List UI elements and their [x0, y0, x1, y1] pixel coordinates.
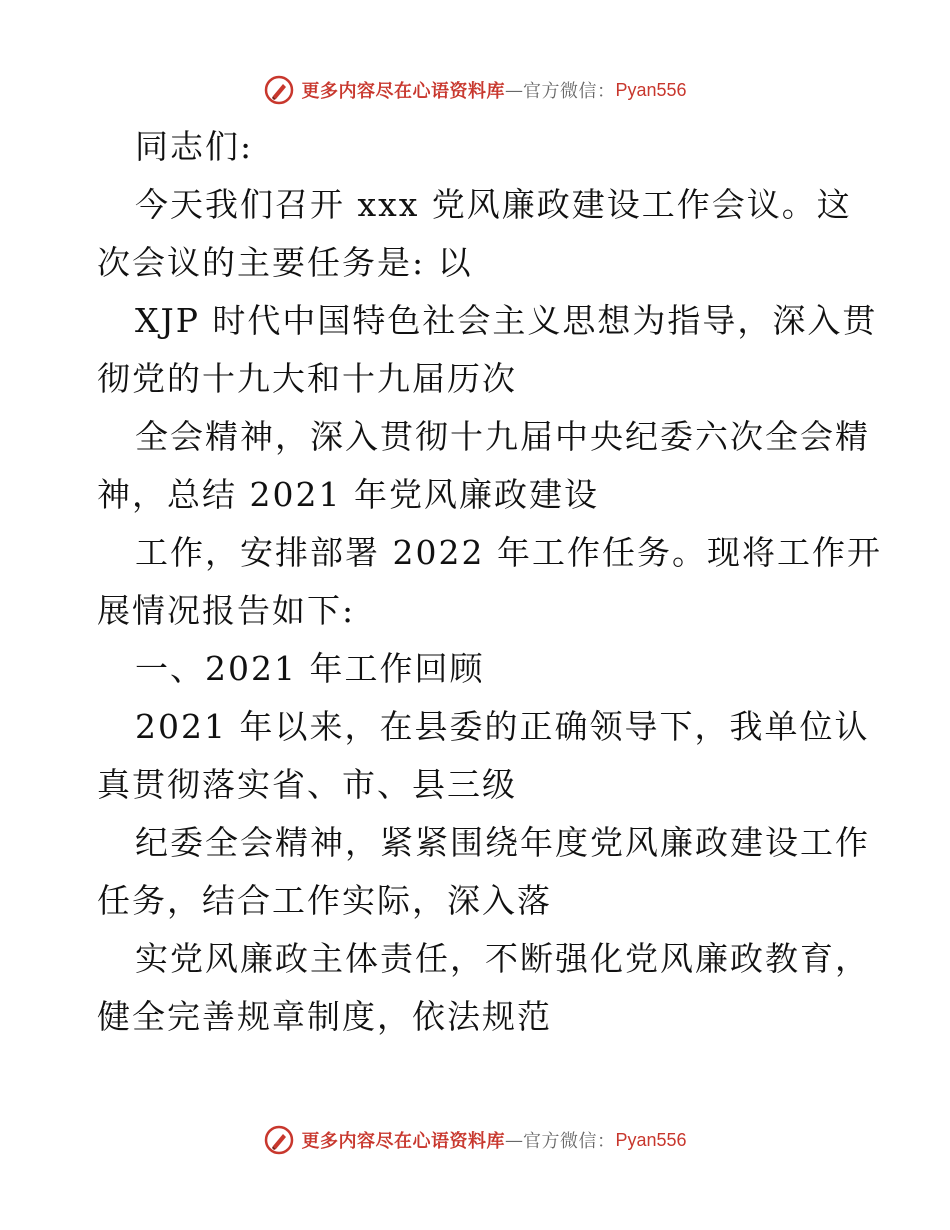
document-body	[97, 118, 882, 1046]
text-line: 展情况报告如下:	[97, 591, 356, 630]
text-line: XJP 时代中国特色社会主义思想为指导，深入贯	[135, 301, 878, 340]
watermark-wechat-id: Pyan556	[615, 79, 687, 100]
text-line: 全会精神，深入贯彻十九届中央纪委六次全会精	[135, 417, 870, 456]
text-line: 真贯彻落实省、市、县三级	[97, 765, 517, 804]
text-line: 纪委全会精神，紧紧围绕年度党风廉政建设工作	[135, 823, 870, 862]
pen-logo-icon	[263, 74, 295, 106]
text-line: 彻党的十九大和十九届历次	[97, 359, 517, 398]
text-line: 任务，结合工作实际，深入落	[97, 881, 552, 920]
pen-logo-icon	[263, 1124, 295, 1156]
watermark-brand-text: 更多内容尽在心语资料库	[301, 81, 505, 102]
watermark-sub-text: 官方微信：	[522, 1131, 616, 1152]
text-line: 神，总结 2021 年党风廉政建设	[97, 475, 599, 514]
text-line: 今天我们召开 xxx 党风廉政建设工作会议。这	[135, 185, 852, 224]
watermark-separator: —	[504, 1129, 523, 1151]
text-line: 2021 年以来，在县委的正确领导下，我单位认	[135, 707, 870, 746]
watermark-separator: —	[504, 79, 523, 101]
watermark-brand-text: 更多内容尽在心语资料库	[301, 1131, 505, 1152]
text-line: 实党风廉政主体责任，不断强化党风廉政教育，	[135, 939, 870, 978]
watermark-sub-text: 官方微信：	[522, 81, 616, 102]
header-watermark	[0, 70, 950, 110]
text-line: 工作，安排部署 2022 年工作任务。现将工作开	[135, 533, 882, 572]
text-line: 健全完善规章制度，依法规范	[97, 997, 552, 1036]
footer-watermark	[0, 1120, 950, 1160]
text-line: 同志们:	[135, 127, 254, 166]
text-line: 次会议的主要任务是: 以	[97, 243, 473, 282]
watermark-wechat-id: Pyan556	[615, 1129, 687, 1150]
section-heading: 一、2021 年工作回顾	[135, 649, 485, 688]
